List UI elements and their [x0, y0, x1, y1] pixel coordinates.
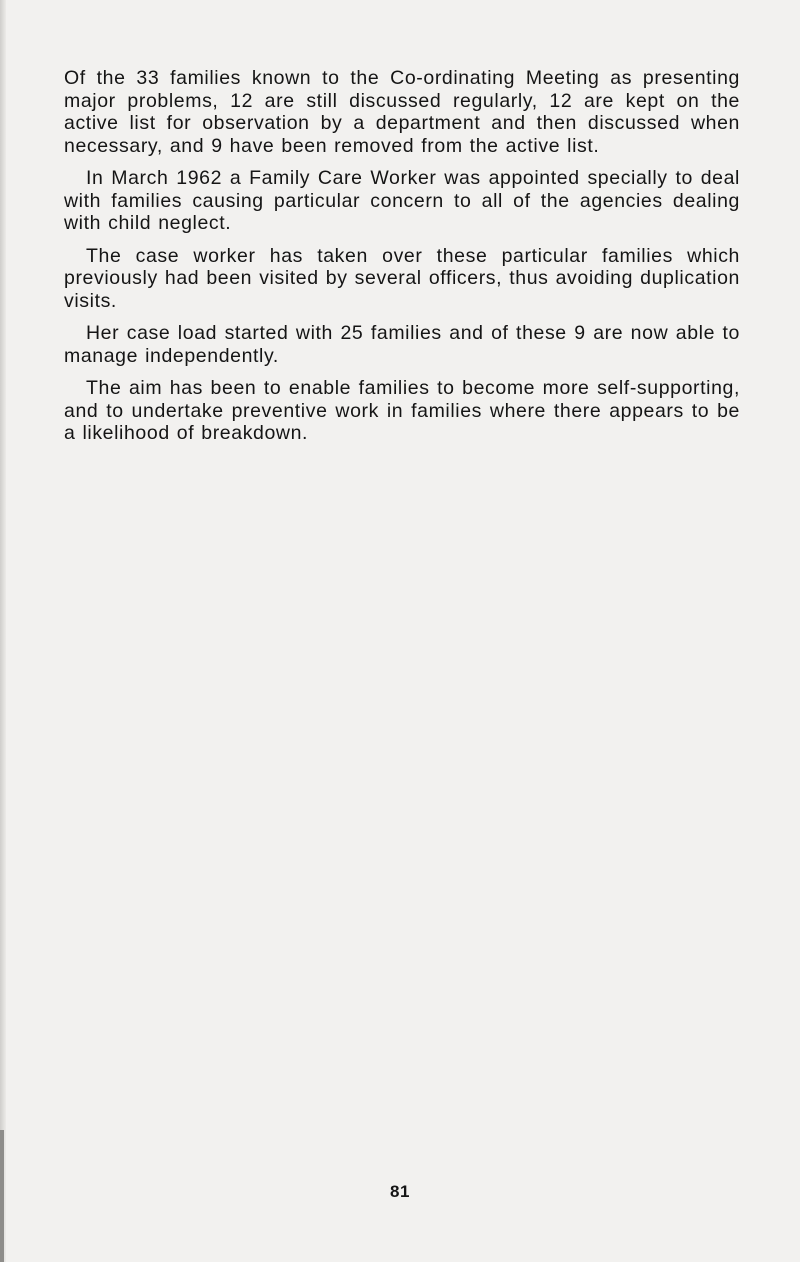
paragraph-aim: The aim has been to enable families to become more self-supporting, and to undertake preventive work in families where there appears to be a likelihood of breakdown.: [64, 377, 740, 444]
paragraph-family-care-worker: In March 1962 a Family Care Worker was appointed specially to deal with families causing particular concern to all of the agencies dealing with child neglect.: [64, 167, 740, 234]
binding-shadow: [0, 1130, 4, 1262]
paragraph-case-worker: The case worker has taken over these particular families which previously had been visited by several officers, thus avoiding duplication visits.: [64, 244, 740, 312]
paragraph-families-count: Of the 33 families known to the Co-ordinating Meeting as presenting major problems, 12 are still discussed regularly, 12 are kept on the active list for observation by a department and then discussed when necessary, and 9 have been removed from the active list.: [64, 67, 740, 157]
paragraph-case-load: Her case load started with 25 families and of these 9 are now able to manage independently.: [64, 322, 740, 367]
page-edge-shadow: [0, 0, 6, 1262]
document-body: [64, 67, 740, 455]
page-number: 81: [390, 1182, 410, 1201]
